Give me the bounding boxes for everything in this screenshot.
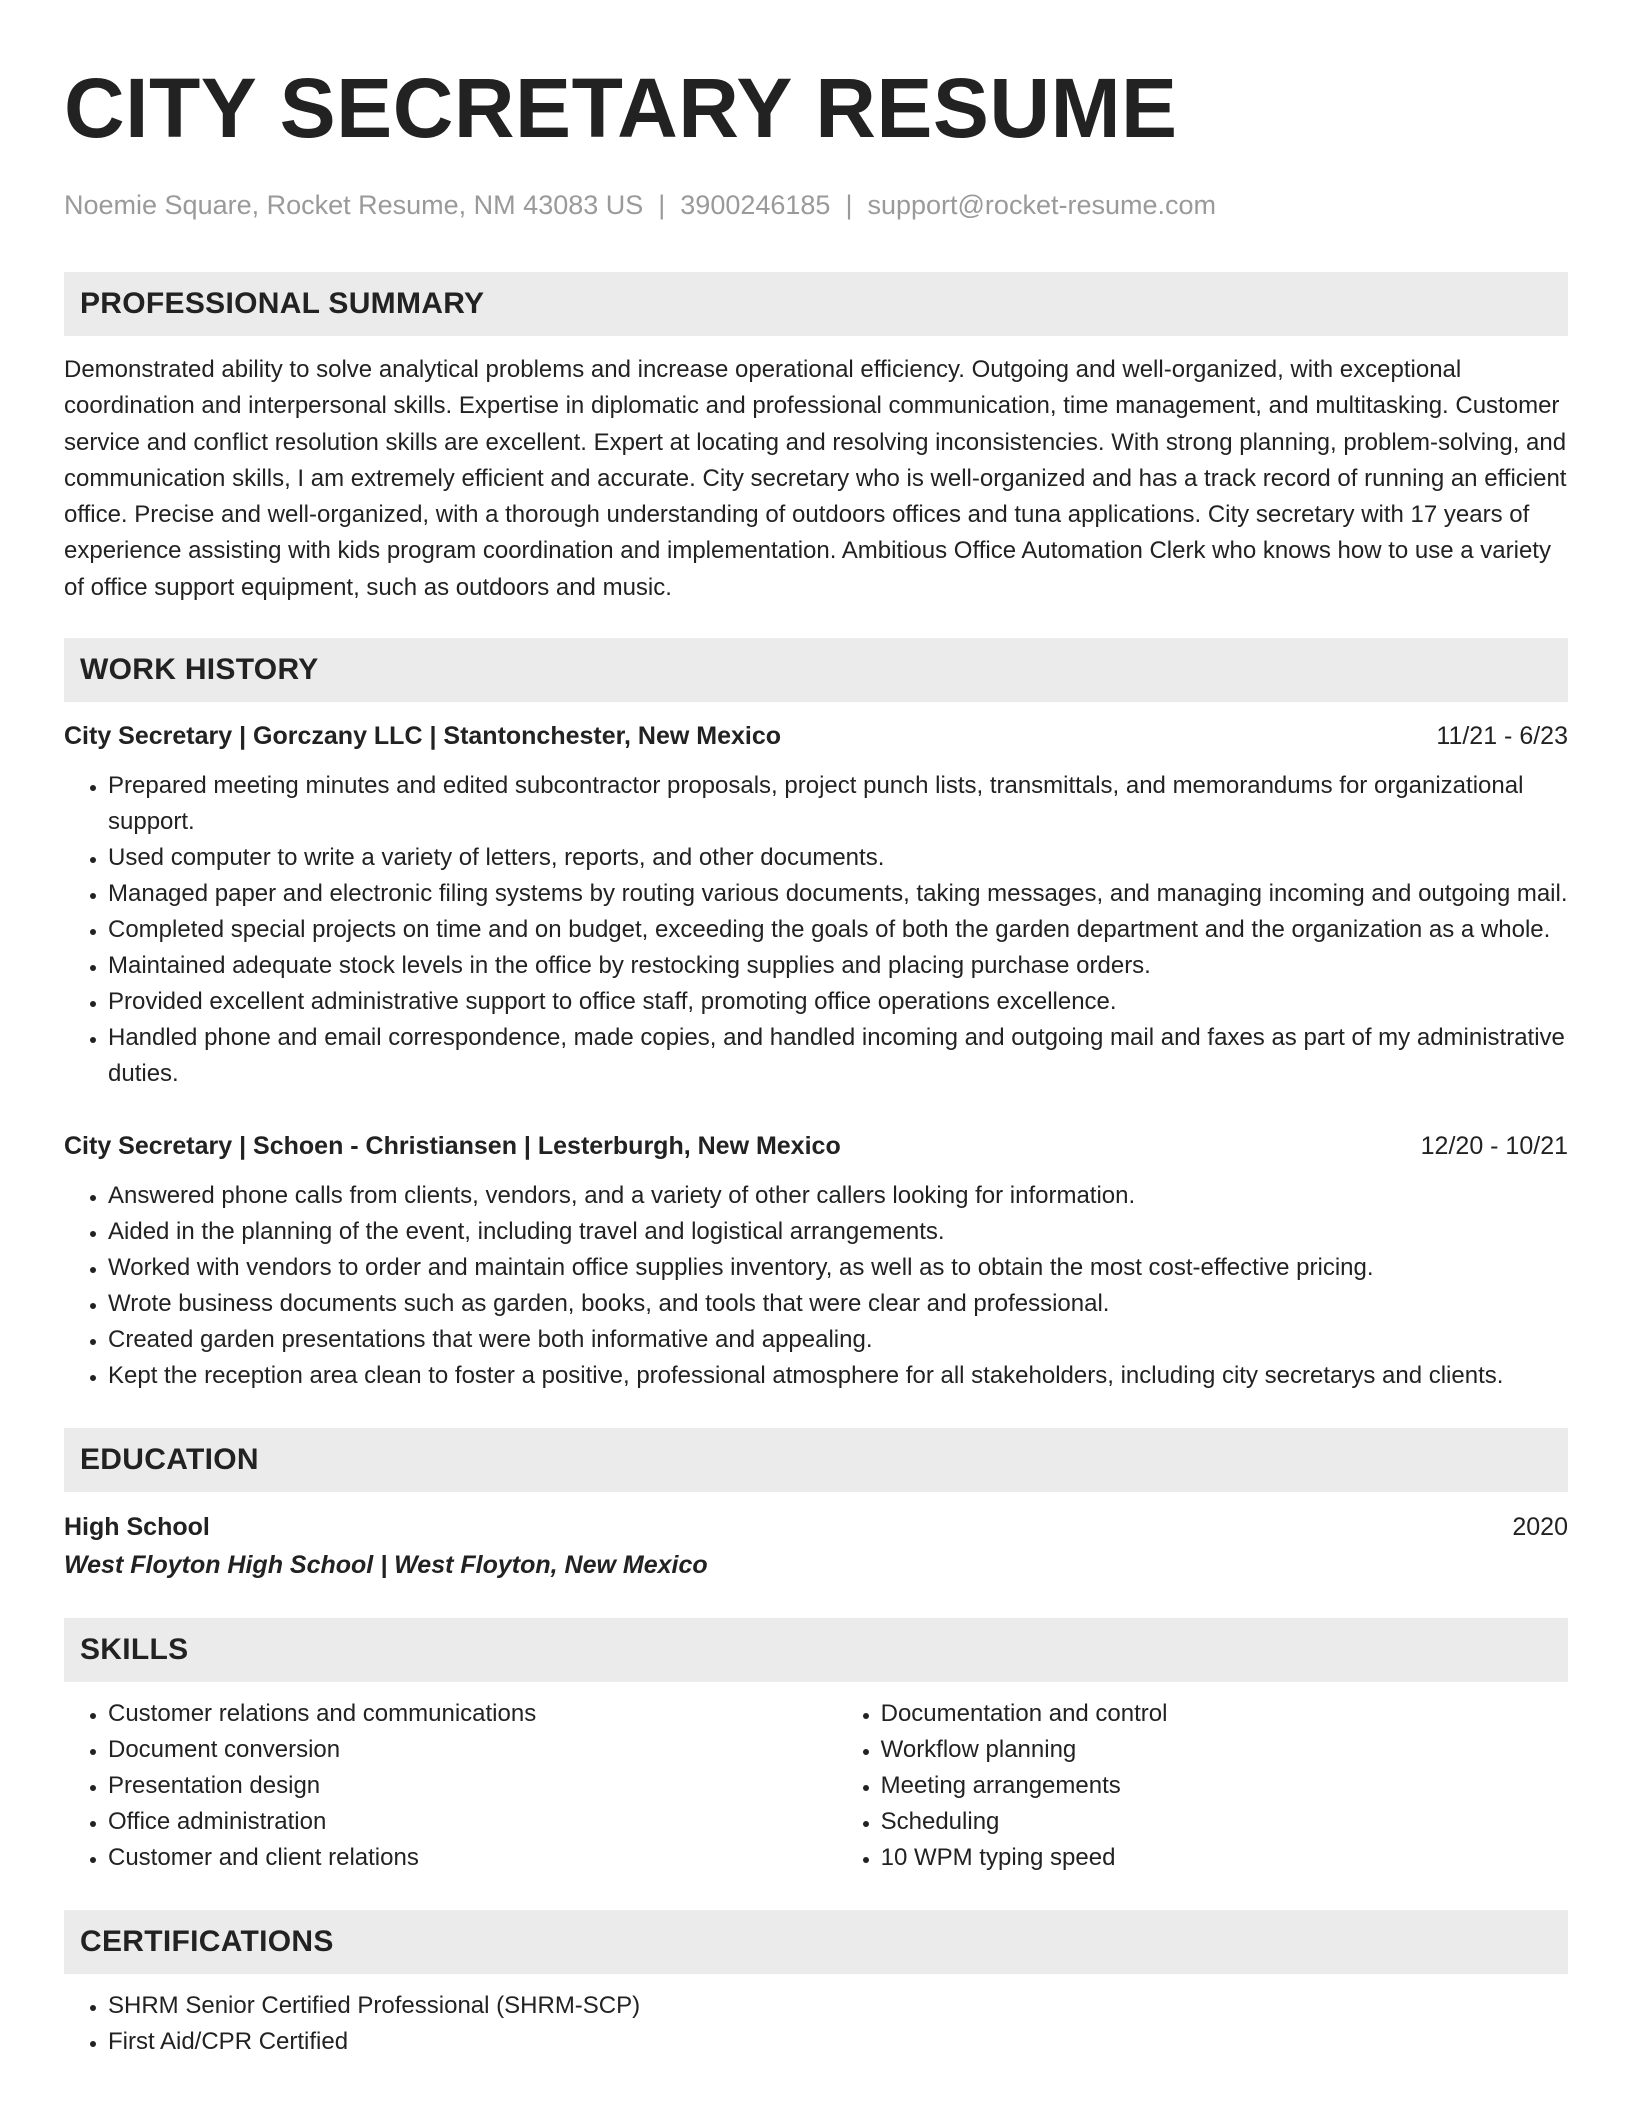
skill-item: • Workflow planning	[881, 1732, 1568, 1768]
contact-address: Noemie Square, Rocket Resume, NM 43083 US	[64, 190, 644, 220]
section-header-education: EDUCATION	[64, 1428, 1568, 1492]
certification-item: • First Aid/CPR Certified	[108, 2024, 1568, 2060]
section-header-certifications: CERTIFICATIONS	[64, 1910, 1568, 1974]
job-bullet: • Created garden presentations that were both informative and appealing.	[108, 1322, 1568, 1358]
job-bullet: • Maintained adequate stock levels in the office by restocking supplies and placing purchase orders.	[108, 948, 1568, 984]
skill-item: • Presentation design	[108, 1768, 837, 1804]
education-degree: High School	[64, 1513, 210, 1542]
job-entry	[64, 718, 1568, 1092]
education-entry	[64, 1508, 1568, 1584]
job-title: City Secretary | Gorczany LLC | Stantonchester, New Mexico	[64, 722, 781, 751]
job-bullet: • Prepared meeting minutes and edited subcontractor proposals, project punch lists, transmittals, and memorandums for organizational support.	[108, 768, 1568, 840]
job-header	[64, 718, 1568, 754]
job-bullet: • Managed paper and electronic filing systems by routing various documents, taking messages, and managing incoming and outgoing mail.	[108, 876, 1568, 912]
job-bullet: • Worked with vendors to order and maintain office supplies inventory, as well as to obtain the most cost-effective pricing.	[108, 1250, 1568, 1286]
skill-item: • Scheduling	[881, 1804, 1568, 1840]
skill-item: • Customer and client relations	[108, 1840, 837, 1876]
job-entry	[64, 1128, 1568, 1394]
job-dates: 12/20 - 10/21	[1420, 1132, 1568, 1161]
resume-title: CITY SECRETARY RESUME	[64, 61, 1178, 155]
section-header-work-history: WORK HISTORY	[64, 638, 1568, 702]
skills-list-left	[64, 1696, 837, 1876]
skill-item: • Customer relations and communications	[108, 1696, 837, 1732]
certification-item: • SHRM Senior Certified Professional (SHRM-SCP)	[108, 1988, 1568, 2024]
job-bullet: • Aided in the planning of the event, including travel and logistical arrangements.	[108, 1214, 1568, 1250]
summary-paragraph: Demonstrated ability to solve analytical problems and increase operational efficiency. Outgoing and well-organized, with exceptional coordination and interpersonal skills. Expertise in diplomatic and professional communication, time management, and multitasking. Customer service and conflict resolution skills are excellent. Expert at locating and resolving inconsistencies. With strong planning, problem-solving, and communication skills, I am extremely efficient and accurate. City secretary who is well-organized and has a track record of running an efficient office. Precise and well-organized, with a thorough understanding of outdoors offices and tuna applications. City secretary with 17 years of experience assisting with kids program coordination and implementation. Ambitious Office Automation Clerk who knows how to use a variety of office support equipment, such as outdoors and music.	[64, 356, 1567, 601]
job-bullet: • Completed special projects on time and on budget, exceeding the goals of both the garden department and the organization as a whole.	[108, 912, 1568, 948]
job-dates: 11/21 - 6/23	[1436, 722, 1568, 751]
job-bullet-list	[64, 1178, 1568, 1394]
contact-email: support@rocket-resume.com	[867, 190, 1216, 220]
skill-item: • Office administration	[108, 1804, 837, 1840]
skills-grid	[64, 1696, 1568, 1876]
contact-separator: |	[658, 190, 666, 220]
skill-item: • Document conversion	[108, 1732, 837, 1768]
skill-item: • Documentation and control	[881, 1696, 1568, 1732]
job-bullet: • Wrote business documents such as garden, books, and tools that were clear and professional.	[108, 1286, 1568, 1322]
job-bullet-list	[64, 768, 1568, 1092]
contact-phone: 3900246185	[680, 190, 831, 220]
job-bullet: • Handled phone and email correspondence, made copies, and handled incoming and outgoing mail and faxes as part of my administrative duties.	[108, 1020, 1568, 1092]
section-header-skills: SKILLS	[64, 1618, 1568, 1682]
education-school: West Floyton High School | West Floyton, New Mexico	[64, 1551, 708, 1580]
certifications-block	[64, 1988, 1568, 2060]
job-header	[64, 1128, 1568, 1164]
job-bullet: • Answered phone calls from clients, vendors, and a variety of other callers looking for information.	[108, 1178, 1568, 1214]
job-bullet: • Kept the reception area clean to foster a positive, professional atmosphere for all stakeholders, including city secretarys and clients.	[108, 1358, 1568, 1394]
section-header-summary: PROFESSIONAL SUMMARY	[64, 272, 1568, 336]
education-year: 2020	[1512, 1513, 1568, 1542]
education-header	[64, 1508, 1568, 1546]
certifications-list	[64, 1988, 1568, 2060]
job-bullet: • Provided excellent administrative support to office staff, promoting office operations excellence.	[108, 984, 1568, 1020]
contact-separator: |	[845, 190, 853, 220]
job-bullet: • Used computer to write a variety of letters, reports, and other documents.	[108, 840, 1568, 876]
skills-list-right	[837, 1696, 1568, 1876]
contact-line	[64, 188, 1568, 222]
job-title: City Secretary | Schoen - Christiansen | Lesterburgh, New Mexico	[64, 1132, 841, 1161]
skill-item: • Meeting arrangements	[881, 1768, 1568, 1804]
skill-item: • 10 WPM typing speed	[881, 1840, 1568, 1876]
